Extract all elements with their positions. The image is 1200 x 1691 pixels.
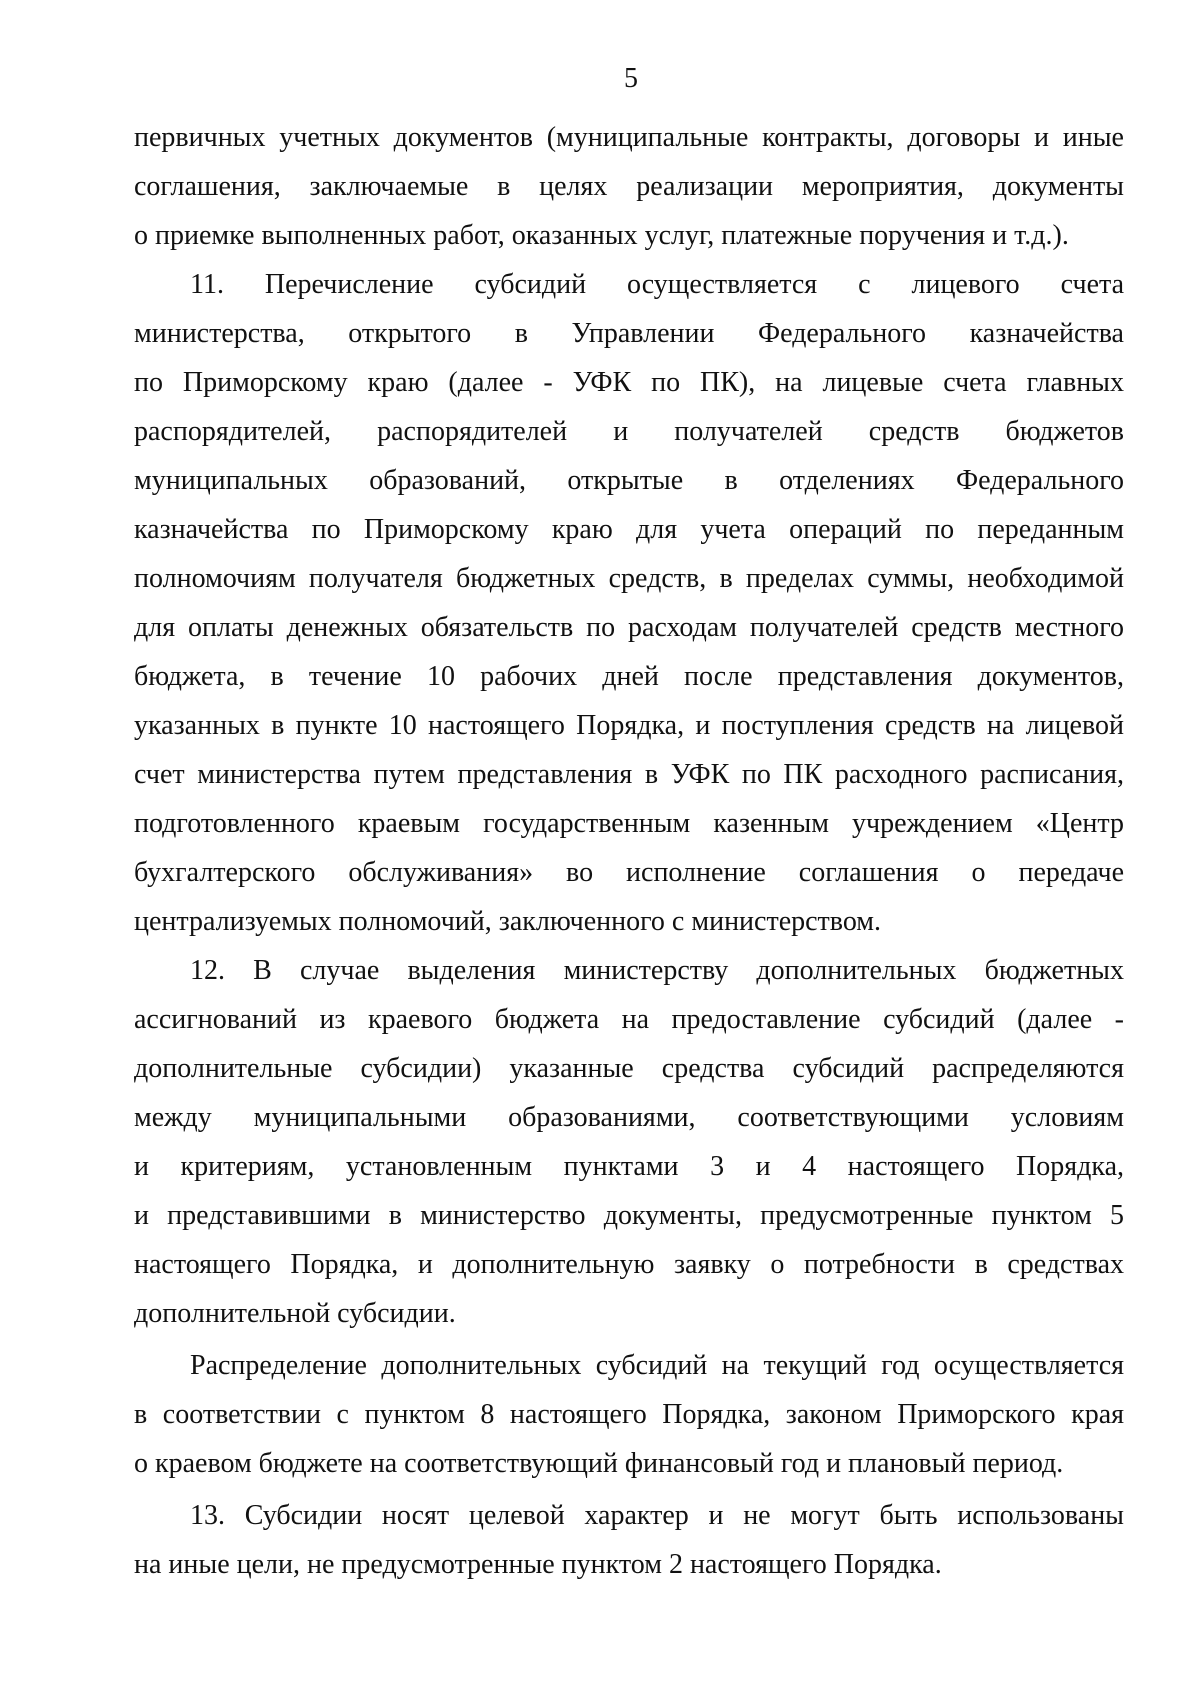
document-body bbox=[134, 113, 1124, 1589]
text-line: по Приморскому краю (далее - УФК по ПК), на лицевые счета главных bbox=[134, 367, 1124, 398]
text-line: для оплаты денежных обязательств по расходам получателей средств местного bbox=[134, 612, 1124, 643]
text-line: между муниципальными образованиями, соответствующими условиям bbox=[134, 1102, 1124, 1133]
text-line: бухгалтерского обслуживания» во исполнение соглашения о передаче bbox=[134, 857, 1124, 888]
text-line: на иные цели, не предусмотренные пунктом 2 настоящего Порядка. bbox=[134, 1549, 942, 1580]
text-line: указанных в пункте 10 настоящего Порядка, и поступления средств на лицевой bbox=[134, 710, 1124, 741]
text-line: централизуемых полномочий, заключенного с министерством. bbox=[134, 906, 882, 937]
text-line: министерства, открытого в Управлении Федерального казначейства bbox=[134, 318, 1124, 349]
text-line: казначейства по Приморскому краю для учета операций по переданным bbox=[134, 514, 1124, 545]
text-line: дополнительной субсидии. bbox=[134, 1298, 456, 1329]
text-line: распорядителей, распорядителей и получателей средств бюджетов bbox=[134, 416, 1124, 447]
text-line: подготовленного краевым государственным казенным учреждением «Центр bbox=[134, 808, 1124, 839]
text-line: о краевом бюджете на соответствующий финансовый год и плановый период. bbox=[134, 1448, 1064, 1479]
text-line: соглашения, заключаемые в целях реализации мероприятия, документы bbox=[134, 171, 1124, 202]
text-line: ассигнований из краевого бюджета на предоставление субсидий (далее - bbox=[134, 1004, 1124, 1035]
text-line: полномочиям получателя бюджетных средств, в пределах суммы, необходимой bbox=[134, 563, 1124, 594]
text-line: счет министерства путем представления в УФК по ПК расходного расписания, bbox=[134, 759, 1124, 790]
text-line: настоящего Порядка, и дополнительную заявку о потребности в средствах bbox=[134, 1249, 1124, 1280]
text-line: в соответствии с пунктом 8 настоящего Порядка, законом Приморского края bbox=[134, 1399, 1124, 1430]
paragraph-distribution-first-line: Распределение дополнительных субсидий на текущий год осуществляется bbox=[190, 1350, 1124, 1381]
paragraph-11-first-line: 11. Перечисление субсидий осуществляется с лицевого счета bbox=[190, 269, 1124, 300]
text-line: и критериям, установленным пунктами 3 и 4 настоящего Порядка, bbox=[134, 1151, 1124, 1182]
text-line: о приемке выполненных работ, оказанных услуг, платежные поручения и т.д.). bbox=[134, 220, 1069, 251]
text-line: муниципальных образований, открытые в отделениях Федерального bbox=[134, 465, 1124, 496]
text-line: дополнительные субсидии) указанные средства субсидий распределяются bbox=[134, 1053, 1124, 1084]
text-line: бюджета, в течение 10 рабочих дней после представления документов, bbox=[134, 661, 1124, 692]
paragraph-13-first-line: 13. Субсидии носят целевой характер и не могут быть использованы bbox=[190, 1500, 1124, 1531]
page-number: 5 bbox=[624, 63, 638, 94]
text-line: и представившими в министерство документы, предусмотренные пунктом 5 bbox=[134, 1200, 1124, 1231]
paragraph-12-first-line: 12. В случае выделения министерству дополнительных бюджетных bbox=[190, 955, 1124, 986]
text-line: первичных учетных документов (муниципальные контракты, договоры и иные bbox=[134, 122, 1124, 153]
